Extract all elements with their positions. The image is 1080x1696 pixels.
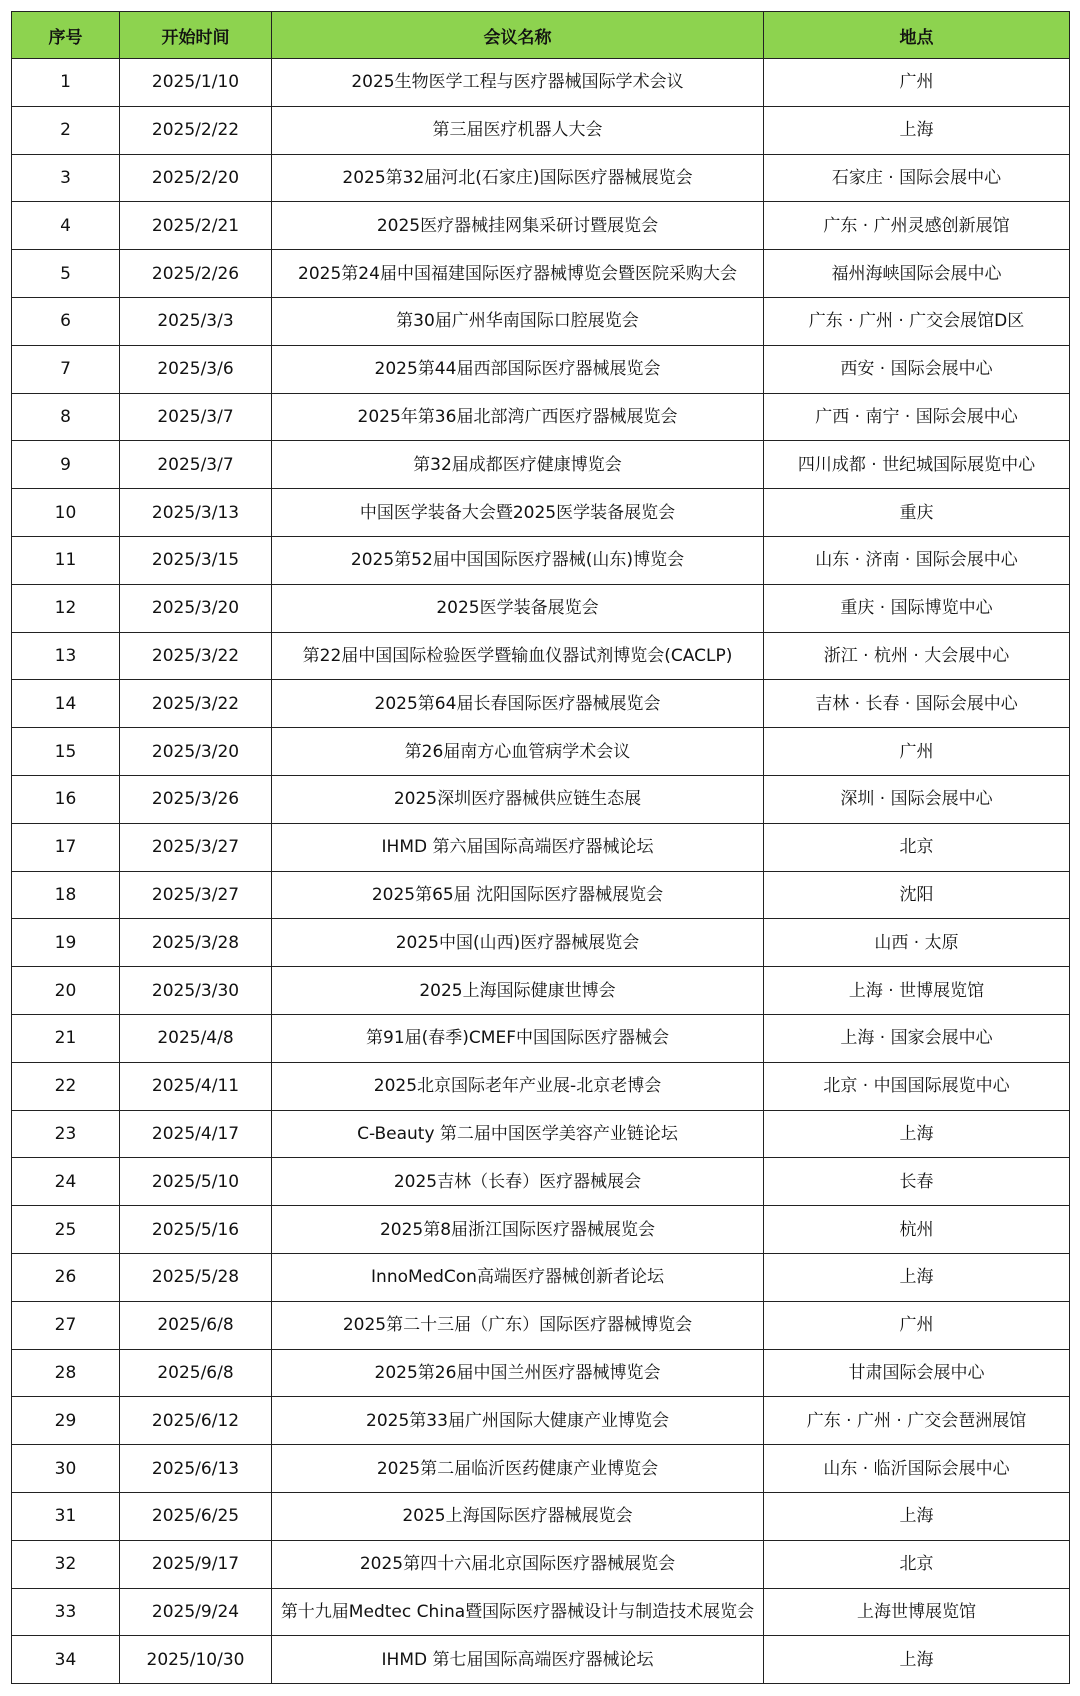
- table-row: [12, 1062, 1070, 1110]
- row-name-cell: 2025第8届浙江国际医疗器械展览会: [272, 1206, 764, 1254]
- row-location-cell: 甘肃国际会展中心: [764, 1349, 1070, 1397]
- table-row: [12, 680, 1070, 728]
- row-name-cell: 第30届广州华南国际口腔展览会: [272, 297, 764, 345]
- row-name-cell: 2025吉林（长春）医疗器械展会: [272, 1158, 764, 1206]
- row-index-cell: 6: [12, 297, 120, 345]
- row-location-cell: 北京 · 中国国际展览中心: [764, 1062, 1070, 1110]
- row-index-cell: 31: [12, 1492, 120, 1540]
- row-date-cell: 2025/1/10: [120, 59, 272, 107]
- header-index: 序号: [12, 12, 120, 59]
- row-name-cell: 2025第二十三届（广东）国际医疗器械博览会: [272, 1301, 764, 1349]
- row-date-cell: 2025/3/3: [120, 297, 272, 345]
- table-body: [12, 59, 1070, 1684]
- row-index-cell: 14: [12, 680, 120, 728]
- row-name-cell: 2025第26届中国兰州医疗器械博览会: [272, 1349, 764, 1397]
- row-index-cell: 25: [12, 1206, 120, 1254]
- row-index-cell: 32: [12, 1540, 120, 1588]
- row-location-cell: 吉林 · 长春 · 国际会展中心: [764, 680, 1070, 728]
- row-name-cell: 2025北京国际老年产业展-北京老博会: [272, 1062, 764, 1110]
- row-date-cell: 2025/10/30: [120, 1636, 272, 1684]
- row-date-cell: 2025/3/20: [120, 584, 272, 632]
- table-row: [12, 1540, 1070, 1588]
- row-location-cell: 沈阳: [764, 871, 1070, 919]
- row-location-cell: 山东 · 济南 · 国际会展中心: [764, 536, 1070, 584]
- table-row: [12, 250, 1070, 298]
- row-location-cell: 北京: [764, 823, 1070, 871]
- row-location-cell: 上海: [764, 1253, 1070, 1301]
- table-row: [12, 1397, 1070, 1445]
- row-index-cell: 10: [12, 489, 120, 537]
- row-name-cell: 2025第二届临沂医药健康产业博览会: [272, 1445, 764, 1493]
- table-row: [12, 1014, 1070, 1062]
- row-location-cell: 上海: [764, 1636, 1070, 1684]
- row-location-cell: 上海 · 世博展览馆: [764, 967, 1070, 1015]
- row-location-cell: 石家庄 · 国际会展中心: [764, 154, 1070, 202]
- row-date-cell: 2025/3/7: [120, 441, 272, 489]
- row-name-cell: 2025第33届广州国际大健康产业博览会: [272, 1397, 764, 1445]
- row-date-cell: 2025/3/27: [120, 871, 272, 919]
- table-row: [12, 297, 1070, 345]
- row-date-cell: 2025/4/11: [120, 1062, 272, 1110]
- row-date-cell: 2025/9/24: [120, 1588, 272, 1636]
- header-location: 地点: [764, 12, 1070, 59]
- row-date-cell: 2025/3/13: [120, 489, 272, 537]
- row-name-cell: 2025第24届中国福建国际医疗器械博览会暨医院采购大会: [272, 250, 764, 298]
- row-location-cell: 广东 · 广州 · 广交会琶洲展馆: [764, 1397, 1070, 1445]
- row-name-cell: 2025上海国际医疗器械展览会: [272, 1492, 764, 1540]
- row-name-cell: 第26届南方心血管病学术会议: [272, 728, 764, 776]
- conference-sheet: [11, 11, 1069, 1684]
- row-name-cell: 2025第四十六届北京国际医疗器械展览会: [272, 1540, 764, 1588]
- table-row: [12, 202, 1070, 250]
- row-name-cell: InnoMedCon高端医疗器械创新者论坛: [272, 1253, 764, 1301]
- row-location-cell: 重庆 · 国际博览中心: [764, 584, 1070, 632]
- row-index-cell: 9: [12, 441, 120, 489]
- row-name-cell: 2025医学装备展览会: [272, 584, 764, 632]
- row-name-cell: 2025第64届长春国际医疗器械展览会: [272, 680, 764, 728]
- row-location-cell: 上海 · 国家会展中心: [764, 1014, 1070, 1062]
- table-row: [12, 536, 1070, 584]
- row-name-cell: 中国医学装备大会暨2025医学装备展览会: [272, 489, 764, 537]
- table-row: [12, 59, 1070, 107]
- row-location-cell: 广州: [764, 59, 1070, 107]
- row-index-cell: 23: [12, 1110, 120, 1158]
- row-location-cell: 重庆: [764, 489, 1070, 537]
- row-index-cell: 15: [12, 728, 120, 776]
- table-row: [12, 584, 1070, 632]
- row-location-cell: 上海: [764, 1110, 1070, 1158]
- row-location-cell: 广西 · 南宁 · 国际会展中心: [764, 393, 1070, 441]
- header-start-time: 开始时间: [120, 12, 272, 59]
- row-date-cell: 2025/3/28: [120, 919, 272, 967]
- row-date-cell: 2025/3/27: [120, 823, 272, 871]
- row-index-cell: 30: [12, 1445, 120, 1493]
- row-name-cell: 2025第65届 沈阳国际医疗器械展览会: [272, 871, 764, 919]
- row-date-cell: 2025/9/17: [120, 1540, 272, 1588]
- table-row: [12, 728, 1070, 776]
- row-name-cell: C-Beauty 第二届中国医学美容产业链论坛: [272, 1110, 764, 1158]
- row-location-cell: 广东 · 广州灵感创新展馆: [764, 202, 1070, 250]
- row-date-cell: 2025/3/22: [120, 632, 272, 680]
- table-row: [12, 1636, 1070, 1684]
- row-date-cell: 2025/3/20: [120, 728, 272, 776]
- row-index-cell: 13: [12, 632, 120, 680]
- row-date-cell: 2025/4/17: [120, 1110, 272, 1158]
- row-index-cell: 21: [12, 1014, 120, 1062]
- row-index-cell: 16: [12, 775, 120, 823]
- row-location-cell: 上海: [764, 1492, 1070, 1540]
- row-date-cell: 2025/3/7: [120, 393, 272, 441]
- row-date-cell: 2025/2/20: [120, 154, 272, 202]
- row-location-cell: 深圳 · 国际会展中心: [764, 775, 1070, 823]
- row-name-cell: 第十九届Medtec China暨国际医疗器械设计与制造技术展览会: [272, 1588, 764, 1636]
- row-index-cell: 28: [12, 1349, 120, 1397]
- row-index-cell: 2: [12, 106, 120, 154]
- row-location-cell: 上海: [764, 106, 1070, 154]
- row-location-cell: 福州海峡国际会展中心: [764, 250, 1070, 298]
- row-location-cell: 山东 · 临沂国际会展中心: [764, 1445, 1070, 1493]
- row-index-cell: 22: [12, 1062, 120, 1110]
- row-date-cell: 2025/2/22: [120, 106, 272, 154]
- conference-table: [11, 11, 1070, 1684]
- row-index-cell: 27: [12, 1301, 120, 1349]
- table-row: [12, 1253, 1070, 1301]
- table-row: [12, 1206, 1070, 1254]
- row-name-cell: 2025深圳医疗器械供应链生态展: [272, 775, 764, 823]
- row-index-cell: 24: [12, 1158, 120, 1206]
- row-location-cell: 山西 · 太原: [764, 919, 1070, 967]
- row-index-cell: 19: [12, 919, 120, 967]
- row-name-cell: 第三届医疗机器人大会: [272, 106, 764, 154]
- row-name-cell: 2025上海国际健康世博会: [272, 967, 764, 1015]
- row-index-cell: 3: [12, 154, 120, 202]
- row-index-cell: 20: [12, 967, 120, 1015]
- row-index-cell: 18: [12, 871, 120, 919]
- row-date-cell: 2025/3/30: [120, 967, 272, 1015]
- row-location-cell: 四川成都 · 世纪城国际展览中心: [764, 441, 1070, 489]
- row-name-cell: 2025第52届中国国际医疗器械(山东)博览会: [272, 536, 764, 584]
- row-location-cell: 杭州: [764, 1206, 1070, 1254]
- row-name-cell: 2025第44届西部国际医疗器械展览会: [272, 345, 764, 393]
- table-row: [12, 1588, 1070, 1636]
- row-index-cell: 17: [12, 823, 120, 871]
- row-index-cell: 7: [12, 345, 120, 393]
- row-date-cell: 2025/6/25: [120, 1492, 272, 1540]
- table-row: [12, 871, 1070, 919]
- row-index-cell: 1: [12, 59, 120, 107]
- row-date-cell: 2025/5/10: [120, 1158, 272, 1206]
- table-row: [12, 1301, 1070, 1349]
- row-date-cell: 2025/5/16: [120, 1206, 272, 1254]
- row-location-cell: 浙江 · 杭州 · 大会展中心: [764, 632, 1070, 680]
- row-index-cell: 4: [12, 202, 120, 250]
- table-row: [12, 632, 1070, 680]
- table-header: [12, 12, 1070, 59]
- row-name-cell: 2025生物医学工程与医疗器械国际学术会议: [272, 59, 764, 107]
- row-name-cell: IHMD 第七届国际高端医疗器械论坛: [272, 1636, 764, 1684]
- row-date-cell: 2025/6/8: [120, 1349, 272, 1397]
- row-location-cell: 长春: [764, 1158, 1070, 1206]
- table-row: [12, 967, 1070, 1015]
- row-name-cell: 第91届(春季)CMEF中国国际医疗器械会: [272, 1014, 764, 1062]
- row-location-cell: 广州: [764, 1301, 1070, 1349]
- table-row: [12, 1158, 1070, 1206]
- table-row: [12, 1445, 1070, 1493]
- row-index-cell: 12: [12, 584, 120, 632]
- row-name-cell: IHMD 第六届国际高端医疗器械论坛: [272, 823, 764, 871]
- table-row: [12, 154, 1070, 202]
- row-name-cell: 2025第32届河北(石家庄)国际医疗器械展览会: [272, 154, 764, 202]
- row-date-cell: 2025/4/8: [120, 1014, 272, 1062]
- table-row: [12, 823, 1070, 871]
- table-row: [12, 345, 1070, 393]
- row-name-cell: 2025年第36届北部湾广西医疗器械展览会: [272, 393, 764, 441]
- row-date-cell: 2025/3/6: [120, 345, 272, 393]
- table-row: [12, 1492, 1070, 1540]
- row-index-cell: 29: [12, 1397, 120, 1445]
- header-name: 会议名称: [272, 12, 764, 59]
- row-location-cell: 广东 · 广州 · 广交会展馆D区: [764, 297, 1070, 345]
- row-name-cell: 第22届中国国际检验医学暨输血仪器试剂博览会(CACLP): [272, 632, 764, 680]
- row-index-cell: 34: [12, 1636, 120, 1684]
- row-date-cell: 2025/3/15: [120, 536, 272, 584]
- row-date-cell: 2025/2/21: [120, 202, 272, 250]
- row-index-cell: 26: [12, 1253, 120, 1301]
- row-index-cell: 5: [12, 250, 120, 298]
- row-name-cell: 2025中国(山西)医疗器械展览会: [272, 919, 764, 967]
- row-date-cell: 2025/6/12: [120, 1397, 272, 1445]
- row-date-cell: 2025/3/22: [120, 680, 272, 728]
- row-date-cell: 2025/3/26: [120, 775, 272, 823]
- table-row: [12, 1110, 1070, 1158]
- table-row: [12, 106, 1070, 154]
- table-row: [12, 1349, 1070, 1397]
- table-row: [12, 489, 1070, 537]
- row-index-cell: 33: [12, 1588, 120, 1636]
- row-location-cell: 北京: [764, 1540, 1070, 1588]
- table-row: [12, 775, 1070, 823]
- row-date-cell: 2025/5/28: [120, 1253, 272, 1301]
- row-index-cell: 8: [12, 393, 120, 441]
- table-row: [12, 919, 1070, 967]
- table-row: [12, 441, 1070, 489]
- row-name-cell: 2025医疗器械挂网集采研讨暨展览会: [272, 202, 764, 250]
- row-location-cell: 上海世博展览馆: [764, 1588, 1070, 1636]
- table-row: [12, 393, 1070, 441]
- row-location-cell: 西安 · 国际会展中心: [764, 345, 1070, 393]
- row-date-cell: 2025/6/13: [120, 1445, 272, 1493]
- row-location-cell: 广州: [764, 728, 1070, 776]
- row-name-cell: 第32届成都医疗健康博览会: [272, 441, 764, 489]
- row-date-cell: 2025/6/8: [120, 1301, 272, 1349]
- row-date-cell: 2025/2/26: [120, 250, 272, 298]
- header-row: [12, 12, 1070, 59]
- row-index-cell: 11: [12, 536, 120, 584]
